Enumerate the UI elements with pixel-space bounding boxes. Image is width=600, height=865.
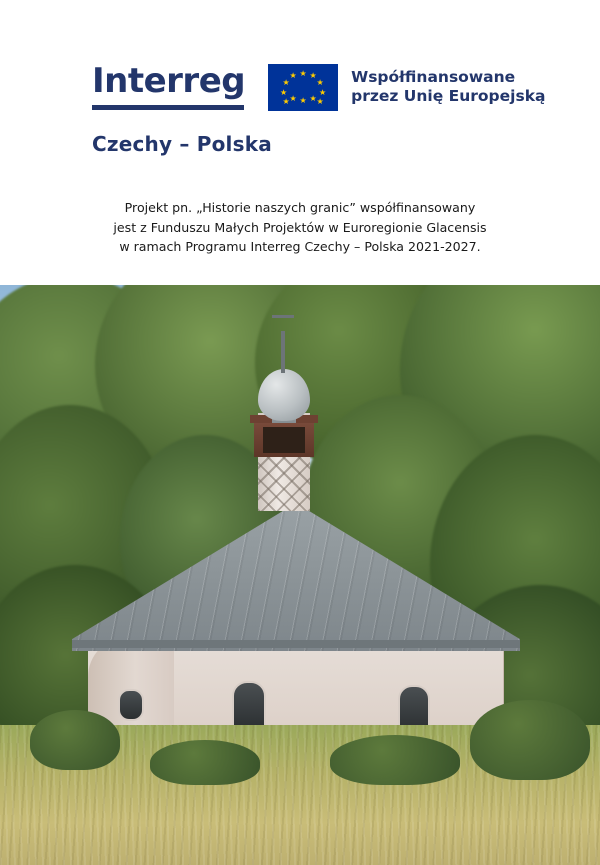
eu-emblem-line2: przez Unię Europejską (351, 87, 546, 105)
chapel-belfry-opening (263, 427, 305, 453)
shrub (30, 710, 120, 770)
header-block (0, 0, 600, 285)
chapel-spire (281, 331, 285, 373)
shrub (330, 735, 460, 785)
shrub (470, 700, 590, 780)
project-note-line-2: jest z Funduszu Małych Projektów w Euroregionie Glacensis (113, 219, 487, 235)
cover-photo (0, 285, 600, 865)
project-note-line-3: w ramach Programu Interreg Czechy – Polska 2021-2027. (119, 239, 481, 254)
chapel-window (232, 681, 266, 731)
eu-emblem-text (351, 68, 545, 106)
interreg-wordmark: Interreg (92, 61, 246, 101)
shrub (150, 740, 260, 785)
project-funding-note (0, 198, 600, 257)
chapel-tower-lattice (258, 453, 310, 511)
eu-emblem (268, 64, 545, 111)
eu-flag-icon: ★ ★ ★ ★ ★ ★ ★ ★ ★ ★ ★ ★ (268, 64, 338, 111)
interreg-logo (92, 56, 245, 118)
interreg-underline (92, 105, 244, 110)
eu-emblem-line1: Współfinansowane (351, 68, 516, 86)
program-subtitle: Czechy – Polska (92, 132, 272, 156)
project-note-line-1: Projekt pn. „Historie naszych granic” współfinansowany (124, 200, 476, 215)
chapel-roof-eave (72, 640, 520, 648)
logo-row (92, 56, 545, 118)
chapel-window (118, 689, 144, 721)
chapel-cross (272, 315, 294, 318)
